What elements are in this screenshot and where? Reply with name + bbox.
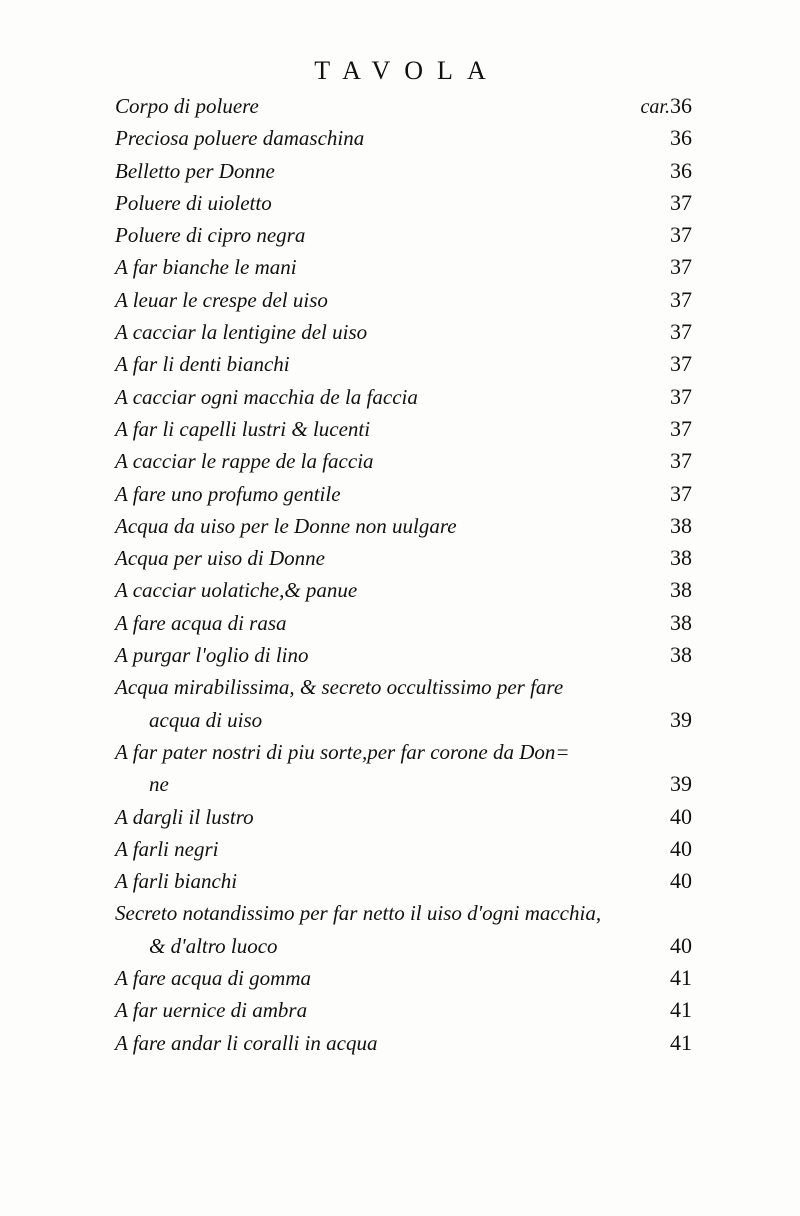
toc-entry [115, 671, 692, 703]
page-number-value: 36 [670, 125, 692, 151]
toc-entry-page-number [670, 542, 692, 574]
page-number-value: 40 [670, 932, 692, 958]
page-number-value: 38 [670, 577, 692, 603]
toc-entry [115, 574, 692, 606]
toc-entry-page-number [670, 865, 692, 897]
toc-entry-page-number [670, 348, 692, 380]
toc-entry-page-number [670, 1027, 692, 1059]
page-number-value: 38 [670, 512, 692, 538]
toc-entry-title: Acqua per uiso di Donne [115, 546, 325, 571]
page-number-value: 37 [670, 222, 692, 248]
page-number-value: 37 [670, 383, 692, 409]
page-number-value: 37 [670, 254, 692, 280]
toc-entry [115, 122, 692, 154]
toc-entry [115, 284, 692, 316]
toc-entry-title: Belletto per Donne [115, 158, 275, 183]
page-number-value: 41 [670, 1029, 692, 1055]
page-number-value: 37 [670, 189, 692, 215]
toc-entry-page-number [670, 381, 692, 413]
toc-entry-page-number [670, 962, 692, 994]
toc-entry-page-number [670, 833, 692, 865]
toc-entry [115, 768, 692, 800]
toc-entry-title: A dargli il lustro [115, 804, 254, 829]
toc-entry-title: Poluere di uioletto [115, 190, 272, 215]
toc-entry [115, 607, 692, 639]
toc-entry [115, 639, 692, 671]
page-number-value: 39 [670, 771, 692, 797]
toc-entry-title: A leuar le crespe del uiso [115, 287, 328, 312]
toc-entry-page-number [670, 187, 692, 219]
toc-entry-page-number [670, 478, 692, 510]
toc-entry-title: A farli bianchi [115, 869, 238, 894]
toc-entry-page-number [670, 122, 692, 154]
page-number-value: 38 [670, 545, 692, 571]
toc-entry-page-number [670, 284, 692, 316]
toc-entry [115, 187, 692, 219]
page-number-value: 38 [670, 609, 692, 635]
toc-entry [115, 542, 692, 574]
page-number-value: 41 [670, 965, 692, 991]
toc-entry-title: A far li capelli lustri & lucenti [115, 416, 371, 441]
page-number-value: 40 [670, 835, 692, 861]
toc-entry [115, 316, 692, 348]
toc-entry-title: Secreto notandissimo per far netto il uiso d'ogni macchia, [115, 901, 602, 926]
toc-entry-title: A fare acqua di rasa [115, 610, 287, 635]
toc-entry-page-number [670, 219, 692, 251]
page-number-value: 37 [670, 351, 692, 377]
toc-entry [115, 833, 692, 865]
toc-entry-page-number [670, 251, 692, 283]
toc-entry-page-number [670, 155, 692, 187]
page-number-value: 37 [670, 286, 692, 312]
toc-entry-title: A purgar l'oglio di lino [115, 643, 309, 668]
toc-entry [115, 1027, 692, 1059]
page-number-value: 36 [670, 93, 692, 118]
toc-entry [115, 510, 692, 542]
page-number-value: 36 [670, 157, 692, 183]
toc-entry [115, 381, 692, 413]
toc-entry-title: acqua di uiso [149, 707, 263, 732]
toc-entry-page-number [670, 994, 692, 1026]
toc-entry-page-number [670, 801, 692, 833]
toc-entry [115, 994, 692, 1026]
toc-entry-title: Corpo di poluere [115, 94, 259, 118]
toc-entry [115, 155, 692, 187]
toc-entry-page-number [670, 639, 692, 671]
toc-entry [115, 865, 692, 897]
toc-entry [115, 348, 692, 380]
toc-entry-title: A cacciar le rappe de la faccia [115, 449, 374, 474]
toc-entry-title: A cacciar ogni macchia de la faccia [115, 384, 418, 409]
toc-entry-title: A far uernice di ambra [115, 998, 308, 1023]
toc-entry-page-number [670, 510, 692, 542]
page-number-value: 39 [670, 706, 692, 732]
page-number-value: 37 [670, 448, 692, 474]
toc-entry-title: ne [149, 772, 169, 797]
page-number-value: 40 [670, 868, 692, 894]
toc-entry [115, 801, 692, 833]
toc-entry-page-number [670, 704, 692, 736]
toc-entry-page-number [670, 316, 692, 348]
toc-entry-title: A fare acqua di gomma [115, 966, 311, 991]
toc-entry-title: A far pater nostri di piu sorte,per far corone da Don= [115, 739, 570, 764]
toc-entry-page-number [670, 930, 692, 962]
toc-entry-title: Poluere di cipro negra [115, 223, 306, 248]
page-number-value: 38 [670, 642, 692, 668]
toc-entry-title: Preciosa poluere damaschina [115, 126, 365, 151]
toc-entry-title: A far li denti bianchi [115, 352, 290, 377]
toc-entry [115, 219, 692, 251]
toc-entry [115, 704, 692, 736]
toc-entry-title: & d'altro luoco [149, 933, 278, 958]
toc-entry-page-number [670, 413, 692, 445]
toc-entry [115, 413, 692, 445]
toc-entry [115, 962, 692, 994]
page-number-value: 40 [670, 803, 692, 829]
toc-entry [115, 251, 692, 283]
toc-entry [115, 90, 692, 122]
page-number-value: 41 [670, 997, 692, 1023]
toc-entry-page-number [641, 90, 692, 123]
toc-entry-title: A cacciar uolatiche,& panue [115, 578, 358, 603]
toc-entry-title: A fare andar li coralli in acqua [115, 1030, 378, 1055]
toc-entry-page-number [670, 768, 692, 800]
page-number-value: 37 [670, 319, 692, 345]
toc-entry [115, 897, 692, 929]
toc-entry-title: A fare uno profumo gentile [115, 481, 341, 506]
toc-entry [115, 445, 692, 477]
toc-entry-title: Acqua da uiso per le Donne non uulgare [115, 513, 457, 538]
toc-entry-page-number [670, 445, 692, 477]
toc-entry-title: A cacciar la lentigine del uiso [115, 320, 368, 345]
page-heading: TAVOLA [314, 56, 500, 85]
toc-entry-title: A far bianche le mani [115, 255, 297, 280]
toc-entry-page-number [670, 574, 692, 606]
toc-entry-title: Acqua mirabilissima, & secreto occultissimo per fare [115, 675, 564, 700]
toc-entry [115, 930, 692, 962]
toc-entry-title: A farli negri [115, 836, 219, 861]
page-number-value: 37 [670, 415, 692, 441]
toc-entry-page-number [670, 607, 692, 639]
table-of-contents [115, 90, 692, 1059]
page-number-value: 37 [670, 480, 692, 506]
page-prefix: car. [640, 96, 670, 118]
toc-entry [115, 736, 692, 768]
toc-entry [115, 478, 692, 510]
